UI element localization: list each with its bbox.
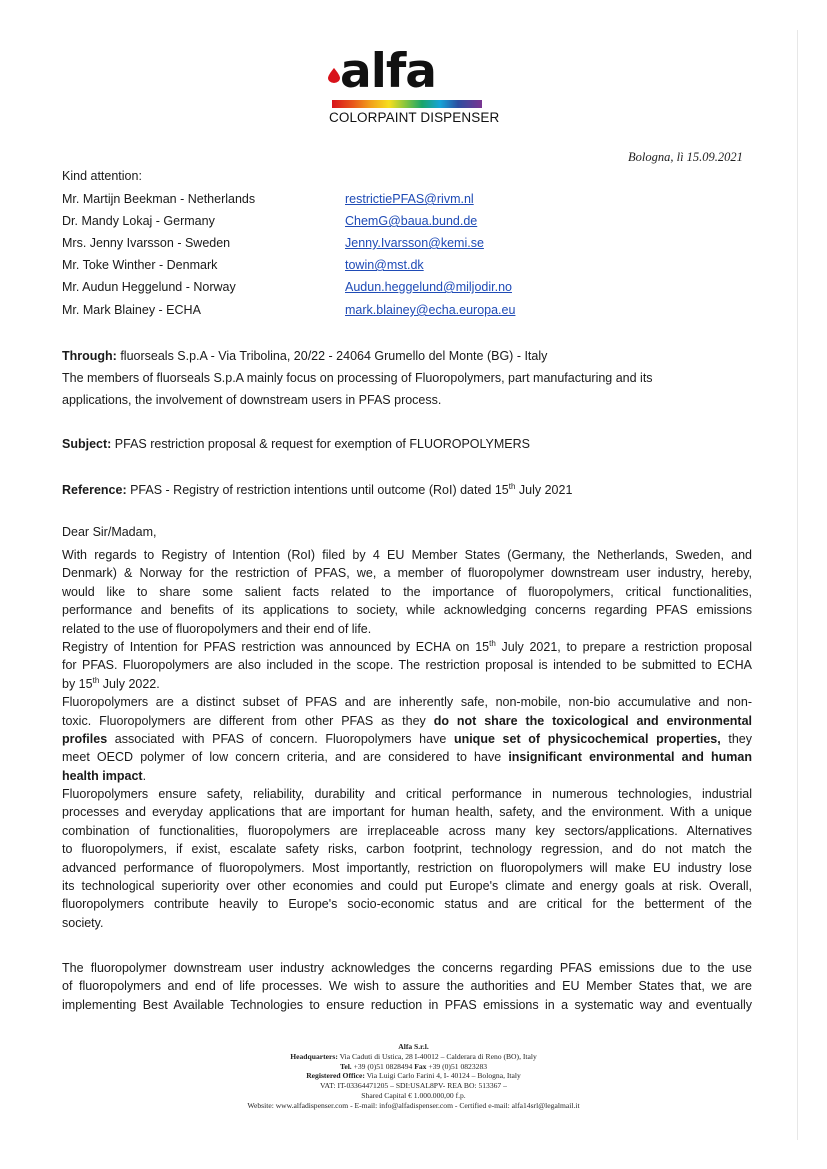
logo-tagline: COLORPAINT DISPENSER [329, 110, 500, 125]
recipient-email-link[interactable]: ChemG@baua.bund.de [345, 214, 478, 228]
footer-label: Fax [414, 1061, 427, 1071]
attention-label: Kind attention: [62, 169, 142, 183]
paragraph-line: would like to share some salient facts related to the importance of fluoropolymers, critical functionalities, [62, 584, 752, 599]
paragraph-line: combination of functionalities, fluoropolymers are irreplaceable across many key sectors/applications. Alternatives [62, 823, 752, 838]
bold-text-run: profiles [62, 731, 108, 746]
through-text: fluorseals S.p.A - Via Tribolina, 20/22 - 24064 Grumello del Monte (BG) - Italy [116, 349, 548, 363]
bold-text-run: insignificant environmental and human [508, 750, 752, 765]
recipient-name: Mr. Martijn Beekman - Netherlands [62, 192, 256, 206]
subject-line [62, 433, 530, 455]
paragraph-line: Fluoropolymers ensure safety, reliability, durability and critical performance in numerous technologies, industrial [62, 787, 752, 802]
through-line [62, 345, 547, 367]
recipient-email-link[interactable]: Audun.heggelund@miljodir.no [345, 280, 512, 294]
paragraph-line [62, 730, 752, 748]
recipient-name: Dr. Mandy Lokaj - Germany [62, 214, 215, 228]
text-run: July 2021, to prepare a restriction proposal [495, 639, 752, 654]
text-run: meet OECD polymer of low concern criteria, and are considered to have [62, 750, 509, 765]
ordinal-suffix: th [92, 675, 100, 685]
paragraph-line [62, 638, 752, 656]
paragraph-line: performance and benefits of its applications to society, while acknowledging concerns regarding PFAS emissions [62, 603, 752, 618]
bold-text-run: do not share the toxicological and environmental [433, 713, 752, 728]
footer-label: Registered Office: [306, 1071, 365, 1081]
paragraph-line: advanced performance of fluoropolymers. Most importantly, restriction on fluoropolymers will make EU industry lose [62, 860, 752, 875]
logo-wordmark: alfa [340, 44, 436, 99]
paragraph-line: The fluoropolymer downstream user industry acknowledges the concerns regarding PFAS emissions due to the use [62, 961, 752, 975]
paragraph-line [62, 675, 752, 693]
footer-phone: +39 (0)51 0828494 [351, 1061, 415, 1071]
recipient-name: Mr. Mark Blainey - ECHA [62, 303, 201, 317]
footer-fax: +39 (0)51 0823283 [426, 1061, 488, 1071]
page-edge-line [797, 30, 798, 1140]
paragraph-line: fluoropolymers contribute heavily to Europe's socio-economic status and are critical for the betterment of the [62, 897, 752, 912]
ordinal-suffix: th [508, 481, 516, 491]
paragraph-line [62, 767, 752, 785]
footer-vat: VAT: IT-03364471205 – SDI:USAL8PV- REA BO: 513367 – [320, 1081, 507, 1091]
company-logo [326, 44, 500, 128]
reference-text: PFAS - Registry of restriction intentions until outcome (RoI) dated 15 [126, 483, 509, 497]
ordinal-suffix: th [489, 638, 496, 648]
paragraph-line [62, 712, 752, 730]
footer-label: Tel. [339, 1061, 352, 1071]
recipient-name: Mrs. Jenny Ivarsson - Sweden [62, 236, 231, 250]
recipient-name: Mr. Toke Winther - Denmark [62, 258, 218, 272]
paragraph-line: of fluoropolymers and end of life processes. We wish to assure the authorities and EU Member States that, we are [62, 979, 752, 994]
footer-capital: Shared Capital € 1.000.000,00 f.p. [361, 1090, 466, 1100]
subject-text: PFAS restriction proposal & request for exemption of FLUOROPOLYMERS [111, 437, 530, 451]
paint-drop-icon [328, 68, 340, 83]
paragraph-line: society. [62, 915, 104, 930]
through-label: Through: [62, 349, 117, 363]
recipient-email-link[interactable]: mark.blainey@echa.europa.eu [345, 303, 516, 317]
footer-company: Alfa S.r.l. [398, 1042, 429, 1051]
bold-text-run: unique set of physicochemical properties, [453, 731, 721, 746]
footer-registered-office: Via Luigi Carlo Farini 4, I- 40124 – Bologna, Italy [364, 1071, 521, 1081]
recipient-email-link[interactable]: restrictiePFAS@rivm.nl [345, 192, 474, 206]
paragraph-line: processes and everyday applications that are important for human health, safety, and the environment. With a unique [62, 805, 752, 820]
bold-text-run: health impact [62, 768, 143, 783]
letter-date: Bologna, lì 15.09.2021 [628, 150, 743, 164]
text-run: . [142, 768, 147, 783]
recipient-name: Mr. Audun Heggelund - Norway [62, 280, 236, 294]
paragraph-line: With regards to Registry of Intention (RoI) filed by 4 EU Member States (Germany, the Netherlands, Sweden, and [62, 548, 752, 562]
paragraph-line: for PFAS. Fluoropolymers are also included in the scope. The restriction proposal is intended to be submitted to ECHA [62, 658, 752, 673]
reference-tail: July 2021 [515, 483, 573, 497]
footer-headquarters: Via Caduti di Ustica, 28 I-40012 – Calderara di Reno (BO), Italy [337, 1051, 537, 1061]
recipient-email-link[interactable]: towin@mst.dk [345, 258, 424, 272]
paragraph-line: its technological superiority over other economies and could put Europe's climate and energy goals at risk. Overall, [62, 879, 752, 894]
footer-contacts: Website: www.alfadispenser.com - E-mail: info@alfadispenser.com - Certified e-mail: alfa14srl@legalmail.it [247, 1100, 580, 1110]
recipient-email-link[interactable]: Jenny.Ivarsson@kemi.se [345, 236, 484, 250]
paragraph-line: implementing Best Available Technologies to ensure reduction in PFAS emissions in a systematic way and eventually [62, 997, 752, 1012]
paragraph-emissions [62, 959, 752, 1014]
paragraph-line: Fluoropolymers are a distinct subset of PFAS and are inherently safe, non-mobile, non-bio accumulative and non- [62, 695, 752, 710]
text-run: toxic. Fluoropolymers are different from other PFAS as they [62, 713, 434, 728]
reference-label: Reference: [62, 483, 127, 497]
through-description: applications, the involvement of downstream users in PFAS process. [62, 393, 442, 407]
paragraph-line: to fluoropolymers, if exist, escalate safety risks, carbon footprint, technology regression, and do not match the [62, 842, 752, 857]
subject-label: Subject: [62, 437, 112, 451]
footer-label: Headquarters: [290, 1051, 338, 1061]
text-run: July 2022. [99, 676, 160, 691]
paragraph-line: related to the use of fluoropolymers and their end of life. [62, 621, 372, 636]
text-run: Registry of Intention for PFAS restriction was announced by ECHA on 15 [62, 639, 490, 654]
text-run: they [720, 731, 752, 746]
text-run: associated with PFAS of concern. Fluoropolymers have [107, 731, 454, 746]
reference-line [62, 479, 572, 501]
through-description: The members of fluorseals S.p.A mainly focus on processing of Fluoropolymers, part manufacturing and its [62, 371, 653, 385]
paragraph-line: Denmark) & Norway for the restriction of PFAS, we, a member of fluoropolymer downstream user industry, hereby, [62, 566, 752, 581]
salutation: Dear Sir/Madam, [62, 525, 157, 539]
text-run: by 15 [62, 676, 93, 691]
letter-footer [0, 1042, 827, 1111]
paragraph-line [62, 748, 752, 766]
paragraph-roi [62, 546, 752, 932]
logo-rainbow-bar [332, 100, 482, 108]
